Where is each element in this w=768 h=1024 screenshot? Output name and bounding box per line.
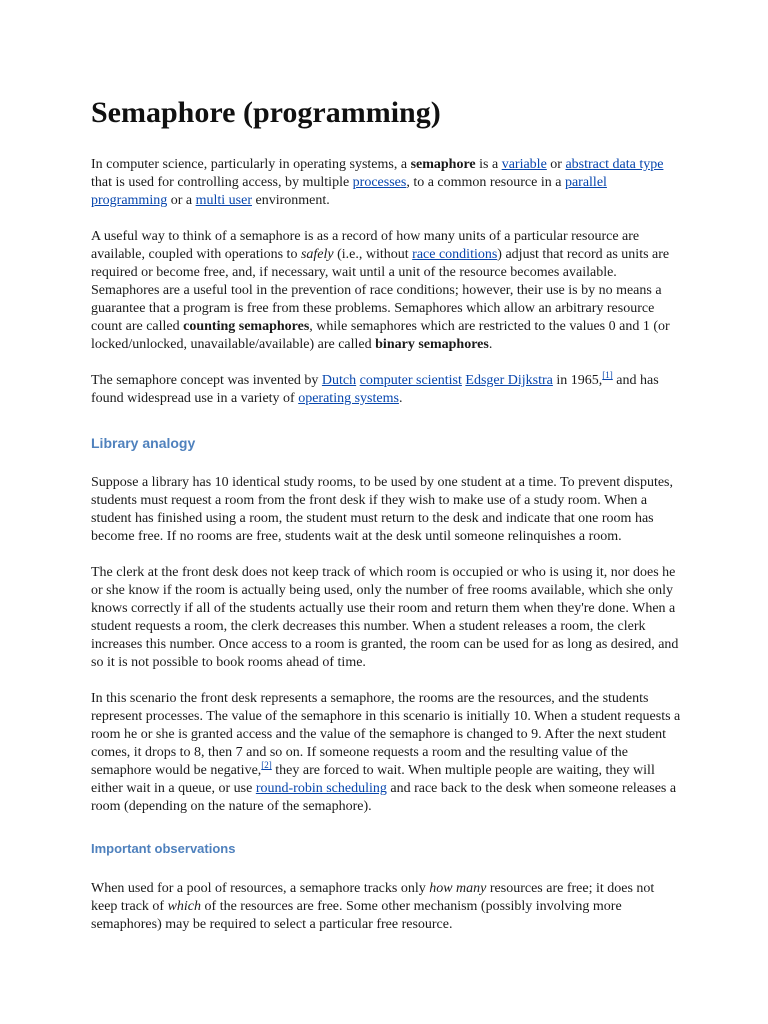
footnote-link-2[interactable]: [2] — [261, 760, 272, 771]
history-paragraph — [91, 372, 681, 408]
link-edsger-dijkstra[interactable]: Edsger Dijkstra — [465, 373, 553, 388]
italic-term: which — [167, 899, 202, 914]
text: they are forced to wait. When multiple people are waiting, they will either wait in a queue, or use — [91, 763, 655, 796]
library-paragraph-1: Suppose a library has 10 identical study rooms, to be used by one student at a time. To prevent disputes, students must request a room from the front desk if they wish to make use of a study room. When a student has finished using a room, the student must return to the desk and indicate that one room has become free. If no rooms are free, students wait at the desk until someone relinquishes a room. — [91, 475, 673, 544]
text: and race back to the desk when someone releases a room (depending on the nature of the semaphore). — [91, 781, 677, 814]
text: resources are free; it does not keep track of — [91, 881, 655, 914]
link-dutch[interactable]: Dutch — [321, 373, 357, 388]
link-multi-user[interactable]: multi user — [195, 193, 252, 208]
text: and has found widespread use in a variety of — [91, 373, 659, 406]
link-round-robin-scheduling[interactable]: round-robin scheduling — [255, 781, 387, 796]
section-heading-library-analogy: Library analogy — [91, 435, 196, 451]
text: or — [546, 157, 566, 172]
observations-paragraph — [91, 880, 681, 934]
link-parallel-programming[interactable]: parallel programming — [91, 175, 607, 208]
text: When used for a pool of resources, a semaphore tracks only — [91, 881, 430, 896]
text: , to a common resource in a — [406, 175, 565, 190]
text: In computer science, particularly in operating systems, a — [91, 157, 411, 172]
intro-paragraph — [91, 156, 681, 210]
bold-term: semaphore — [410, 157, 476, 172]
text: A useful way to think of a semaphore is as a record of how many units of a particular resource are available, coupled with operations to — [91, 229, 640, 262]
link-race-conditions[interactable]: race conditions — [412, 247, 498, 262]
footnote — [602, 368, 613, 381]
text: is a — [475, 157, 502, 172]
text: (i.e., without — [333, 247, 413, 262]
document-page — [91, 96, 681, 952]
text: of the resources are free. Some other mechanism (possibly involving more semaphores) may be required to select a particular free resource. — [91, 899, 622, 932]
link-computer-scientist[interactable]: computer scientist — [359, 373, 462, 388]
footnote — [261, 758, 272, 771]
text: . — [398, 391, 403, 406]
text: In this scenario the front desk represents a semaphore, the rooms are the resources, and the students represent processes. The value of the semaphore in this scenario is initially 10. When a student requests a room he or she is granted access and the value of the semaphore is changed to 9. After the next student comes, it drops to 8, then 7 and so on. If someone requests a room and the resulting value of the semaphore would be negative, — [91, 691, 681, 778]
text: that is used for controlling access, by multiple — [91, 175, 353, 190]
bold-term: binary semaphores — [375, 337, 489, 352]
text: ) adjust that record as units are required or become free, and, if necessary, wait until a unit of the resource becomes available. Semaphores are a useful tool in the prevention of race conditions; however, their use is by no means a guarantee that a program is free from these problems. Semaphores which allow an arbitrary resource count are called — [91, 247, 670, 334]
page-title: Semaphore (programming) — [91, 96, 441, 129]
text: . — [488, 337, 493, 352]
link-abstract-data-type[interactable]: abstract data type — [565, 157, 664, 172]
definition-paragraph — [91, 228, 681, 354]
text: environment. — [252, 193, 330, 208]
italic-term: how many — [429, 881, 487, 896]
text: in 1965, — [552, 373, 603, 388]
library-paragraph-2: The clerk at the front desk does not keep track of which room is occupied or who is using it, nor does he or she know if the room is actually being used, only the number of free rooms available, which she only knows correctly if all of the students actually use their room and return them when they're done. When a student requests a room, the clerk decreases this number. When a student releases a room, the clerk increases this number. Once access to a room is granted, the room can be used for as long as desired, and so it is not possible to book rooms ahead of time. — [91, 565, 679, 670]
section-heading-important-observations: Important observations — [91, 841, 236, 856]
link-variable[interactable]: variable — [501, 157, 547, 172]
text: The semaphore concept was invented by — [91, 373, 322, 388]
italic-term: safely — [300, 247, 334, 262]
text: , while semaphores which are restricted to the values 0 and 1 (or locked/unlocked, unavailable/available) are called — [91, 319, 670, 352]
bold-term: counting semaphores — [183, 319, 310, 334]
link-operating-systems[interactable]: operating systems — [298, 391, 399, 406]
library-paragraph-3 — [91, 690, 681, 816]
footnote-link-1[interactable]: [1] — [602, 370, 613, 381]
text: or a — [167, 193, 196, 208]
link-processes[interactable]: processes — [352, 175, 407, 190]
